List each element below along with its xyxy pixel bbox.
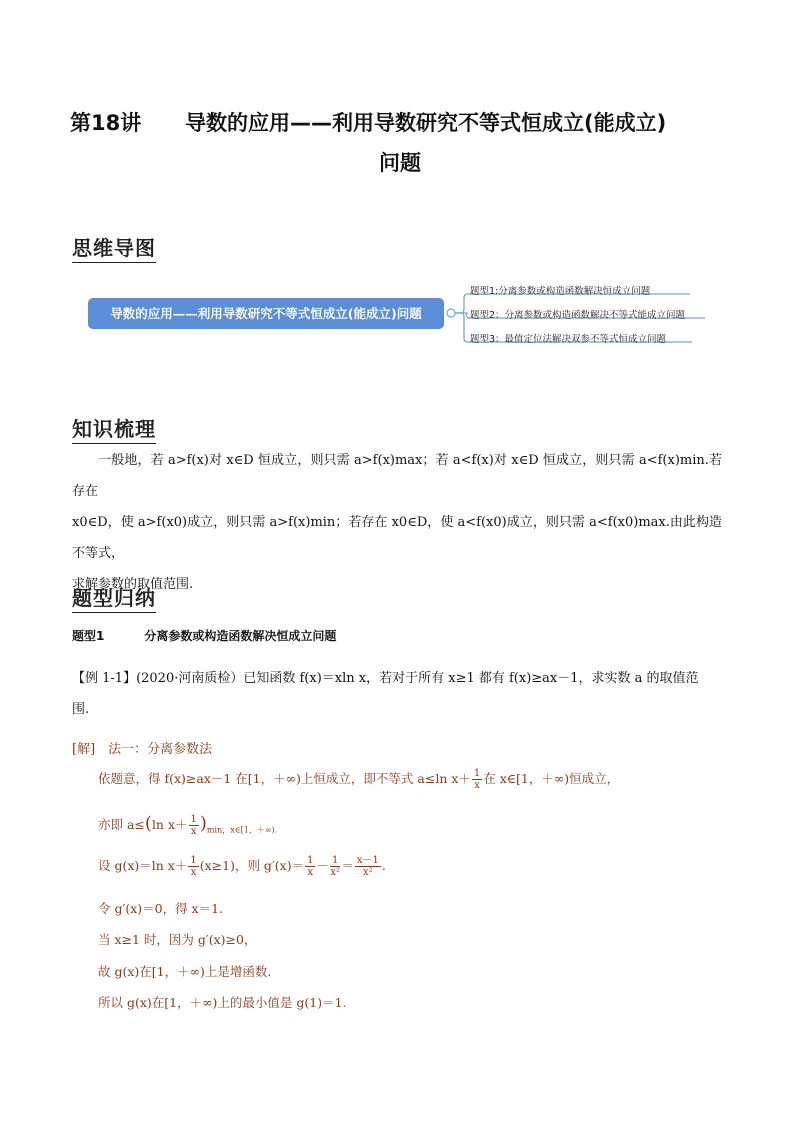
section-heading-mindmap: 思维导图 [72, 232, 156, 263]
page-title [70, 103, 730, 183]
mindmap-junction-dot [447, 309, 455, 317]
solution-step-5: 当 x≥1 时，因为 g′(x)≥0， [98, 932, 257, 947]
section-heading-knowledge: 知识梳理 [72, 413, 156, 444]
title-line-2: 问题 [379, 151, 421, 175]
example-line-2: 围. [72, 702, 90, 717]
solution-step-4: 令 g′(x)＝0，得 x＝1. [98, 901, 224, 916]
fraction-1-over-x: $\frac{1}{x}$ [473, 768, 481, 791]
section-heading-types: 题型归纳 [72, 582, 156, 613]
mindmap-root-node: 导数的应用——利用导数研究不等式恒成立(能成立)问题 [88, 298, 444, 329]
knowledge-line-3: 求解参数的取值范围. [72, 577, 194, 592]
type-1-title: 分离参数或构造函数解决恒成立问题 [144, 629, 337, 643]
type-1-label: 题型1 [72, 629, 105, 643]
title-line-1: 导数的应用——利用导数研究不等式恒成立(能成立) [185, 111, 667, 135]
solution-step-1: 依题意，得 f(x)≥ax－1 在[1，＋∞)上恒成立，即不等式 a≤ln x＋ $\frac{1}{x}$ 在 x∈[1，＋∞)恒成立， [98, 768, 620, 791]
lecture-number: 第18讲 [70, 111, 142, 135]
fraction-1-over-x: $\frac{1}{x}$ [307, 855, 314, 878]
mindmap-node-2: 题型2：分离参数或构造函数解决不等式能成立问题 [470, 310, 686, 321]
solution-step-3: 设 g(x)＝ln x＋ $\frac{1}{x}$ (x≥1)，则 g′(x)＝ $\frac{1}{x}$ － $\frac{1}{\text{x²}}$ ＝ $\frac{x-1}{\text{x²}}$ . [98, 855, 386, 878]
solution-step-6: 故 g(x)在[1，＋∞)上是增函数. [98, 964, 272, 979]
solution-heading: [解] 法一：分离参数法 [72, 742, 213, 757]
fraction-1-over-x: $\frac{1}{x}$ [190, 814, 197, 837]
solution-step-7: 所以 g(x)在[1，＋∞)上的最小值是 g(1)＝1. [98, 995, 347, 1010]
knowledge-line-1: 一般地，若 a>f(x)对 x∈D 恒成立，则只需 a>f(x)max；若 a<f(x)对 x∈D 恒成立，则只需 a<f(x)min.若存在 [72, 453, 722, 499]
fraction-1-over-x2: $\frac{1}{\text{x²}}$ [330, 855, 340, 878]
solution-step-2: 亦即 a≤(ln x＋ $\frac{1}{x}$ )$_{min,x\in[1,+\infty).}$ [98, 813, 278, 837]
mindmap-node-3: 题型3：最值定位法解决双参不等式恒成立问题 [470, 334, 667, 345]
knowledge-line-2: x0∈D，使 a>f(x0)成立，则只需 a>f(x)min；若存在 x0∈D，使 a<f(x0)成立，则只需 a<f(x0)max.由此构造不等式， [72, 515, 722, 561]
fraction-x-minus-1-over-x2: $\frac{x-1}{\text{x²}}$ [356, 855, 379, 878]
type-1-heading [72, 627, 336, 644]
fraction-1-over-x: $\frac{1}{x}$ [190, 855, 197, 878]
knowledge-paragraph [72, 445, 722, 600]
mindmap-node-1: 题型1:分离参数或构造函数解决恒成立问题 [470, 286, 651, 297]
example-1-1 [72, 663, 722, 725]
example-line-1: 【例 1-1】(2020·河南质检）已知函数 f(x)＝xln x，若对于所有 x≥1 都有 f(x)≥ax－1，求实数 a 的取值范 [72, 671, 699, 686]
